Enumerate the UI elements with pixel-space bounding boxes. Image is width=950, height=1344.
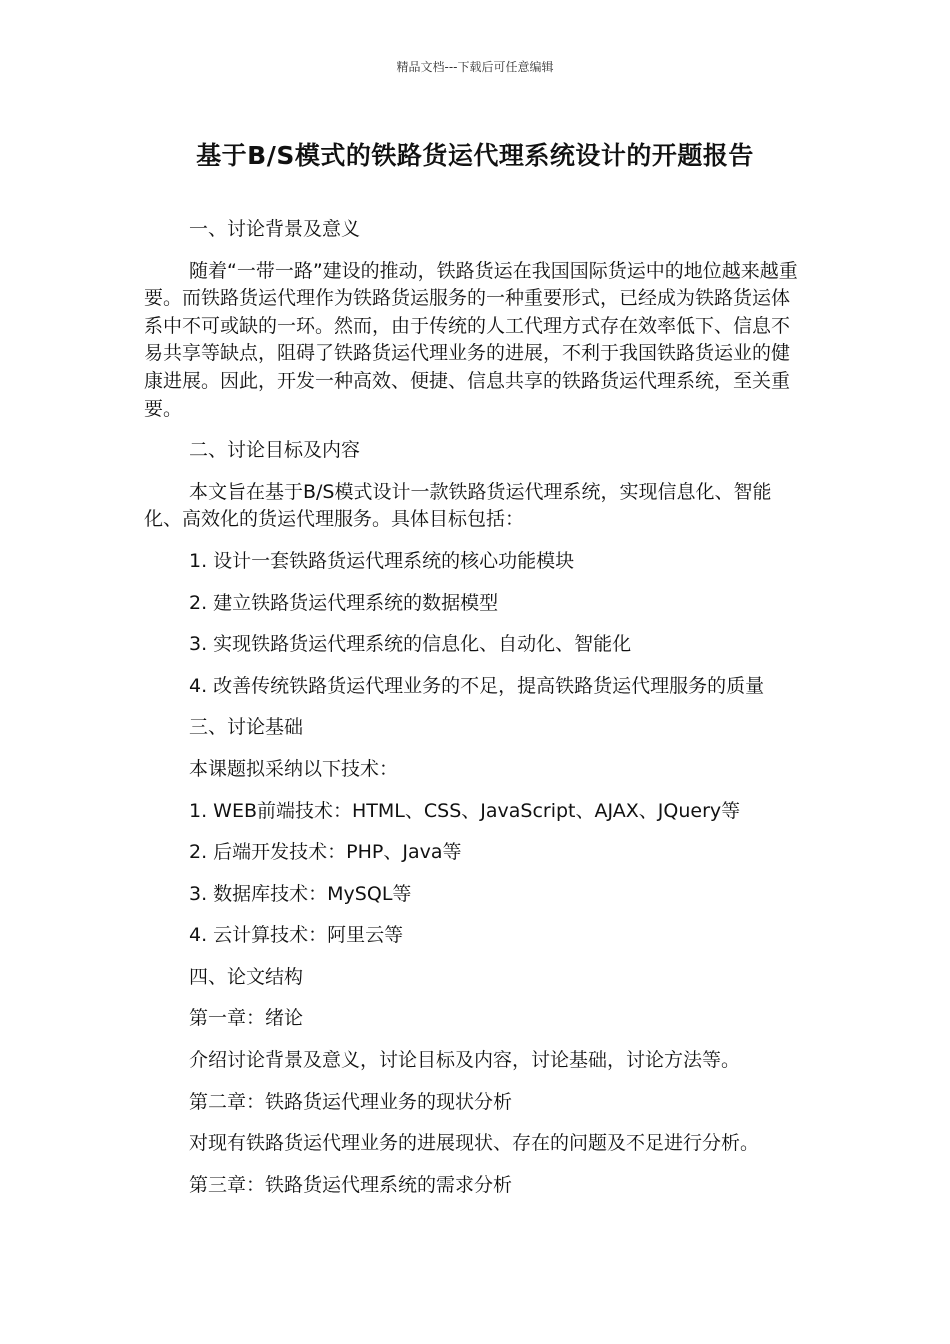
paragraph-goals: 本文旨在基于B/S模式设计一款铁路货运代理系统，实现信息化、智能化、高效化的货运代理服务。具体目标包括： — [144, 480, 772, 531]
goal-item: 1. 设计一套铁路货运代理系统的核心功能模块 — [189, 549, 575, 572]
section-heading-goals: 二、讨论目标及内容 — [189, 439, 361, 462]
chapter-title: 第一章：绪论 — [189, 1007, 304, 1030]
chapter-description: 对现有铁路货运代理业务的进展现状、存在的问题及不足进行分析。 — [189, 1132, 760, 1155]
chapter-title: 第三章：铁路货运代理系统的需求分析 — [189, 1173, 513, 1196]
section-heading-background: 一、讨论背景及意义 — [189, 218, 361, 240]
header-note: 精品文档---下载后可任意编辑 — [396, 60, 554, 74]
goal-item: 3. 实现铁路货运代理系统的信息化、自动化、智能化 — [189, 633, 632, 656]
chapter-title: 第二章：铁路货运代理业务的现状分析 — [189, 1090, 513, 1113]
paragraph-basis-intro: 本课题拟采纳以下技术： — [189, 757, 399, 780]
technology-item: 4. 云计算技术：阿里云等 — [189, 924, 404, 947]
chapter-description: 介绍讨论背景及意义，讨论目标及内容，讨论基础，讨论方法等。 — [189, 1049, 741, 1072]
paragraph-background: 随着“一带一路”建设的推动，铁路货运在我国国际货运中的地位越来越重要。而铁路货运代理作为铁路货运服务的一种重要形式，已经成为铁路货运体系中不可或缺的一环。然而，由于传统的人工代理方式存在效率低下、信息不易共享等缺点，阻碍了铁路货运代理业务的进展，不利于我国铁路货运业的健康进展。因此，开发一种高效、便捷、信息共享的铁路货运代理系统，至关重要。 — [144, 259, 798, 420]
section-heading-basis: 三、讨论基础 — [189, 716, 304, 739]
technology-item: 1. WEB前端技术：HTML、CSS、JavaScript、AJAX、JQuery等 — [189, 799, 741, 822]
goal-item: 4. 改善传统铁路货运代理业务的不足，提高铁路货运代理服务的质量 — [189, 674, 765, 697]
technology-item: 3. 数据库技术：MySQL等 — [189, 882, 412, 905]
section-heading-structure: 四、论文结构 — [189, 965, 304, 988]
document-body — [144, 216, 804, 1213]
goal-item: 2. 建立铁路货运代理系统的数据模型 — [189, 591, 499, 614]
document-title: 基于B/S模式的铁路货运代理系统设计的开题报告 — [196, 141, 754, 170]
technology-item: 2. 后端开发技术：PHP、Java等 — [189, 841, 462, 864]
